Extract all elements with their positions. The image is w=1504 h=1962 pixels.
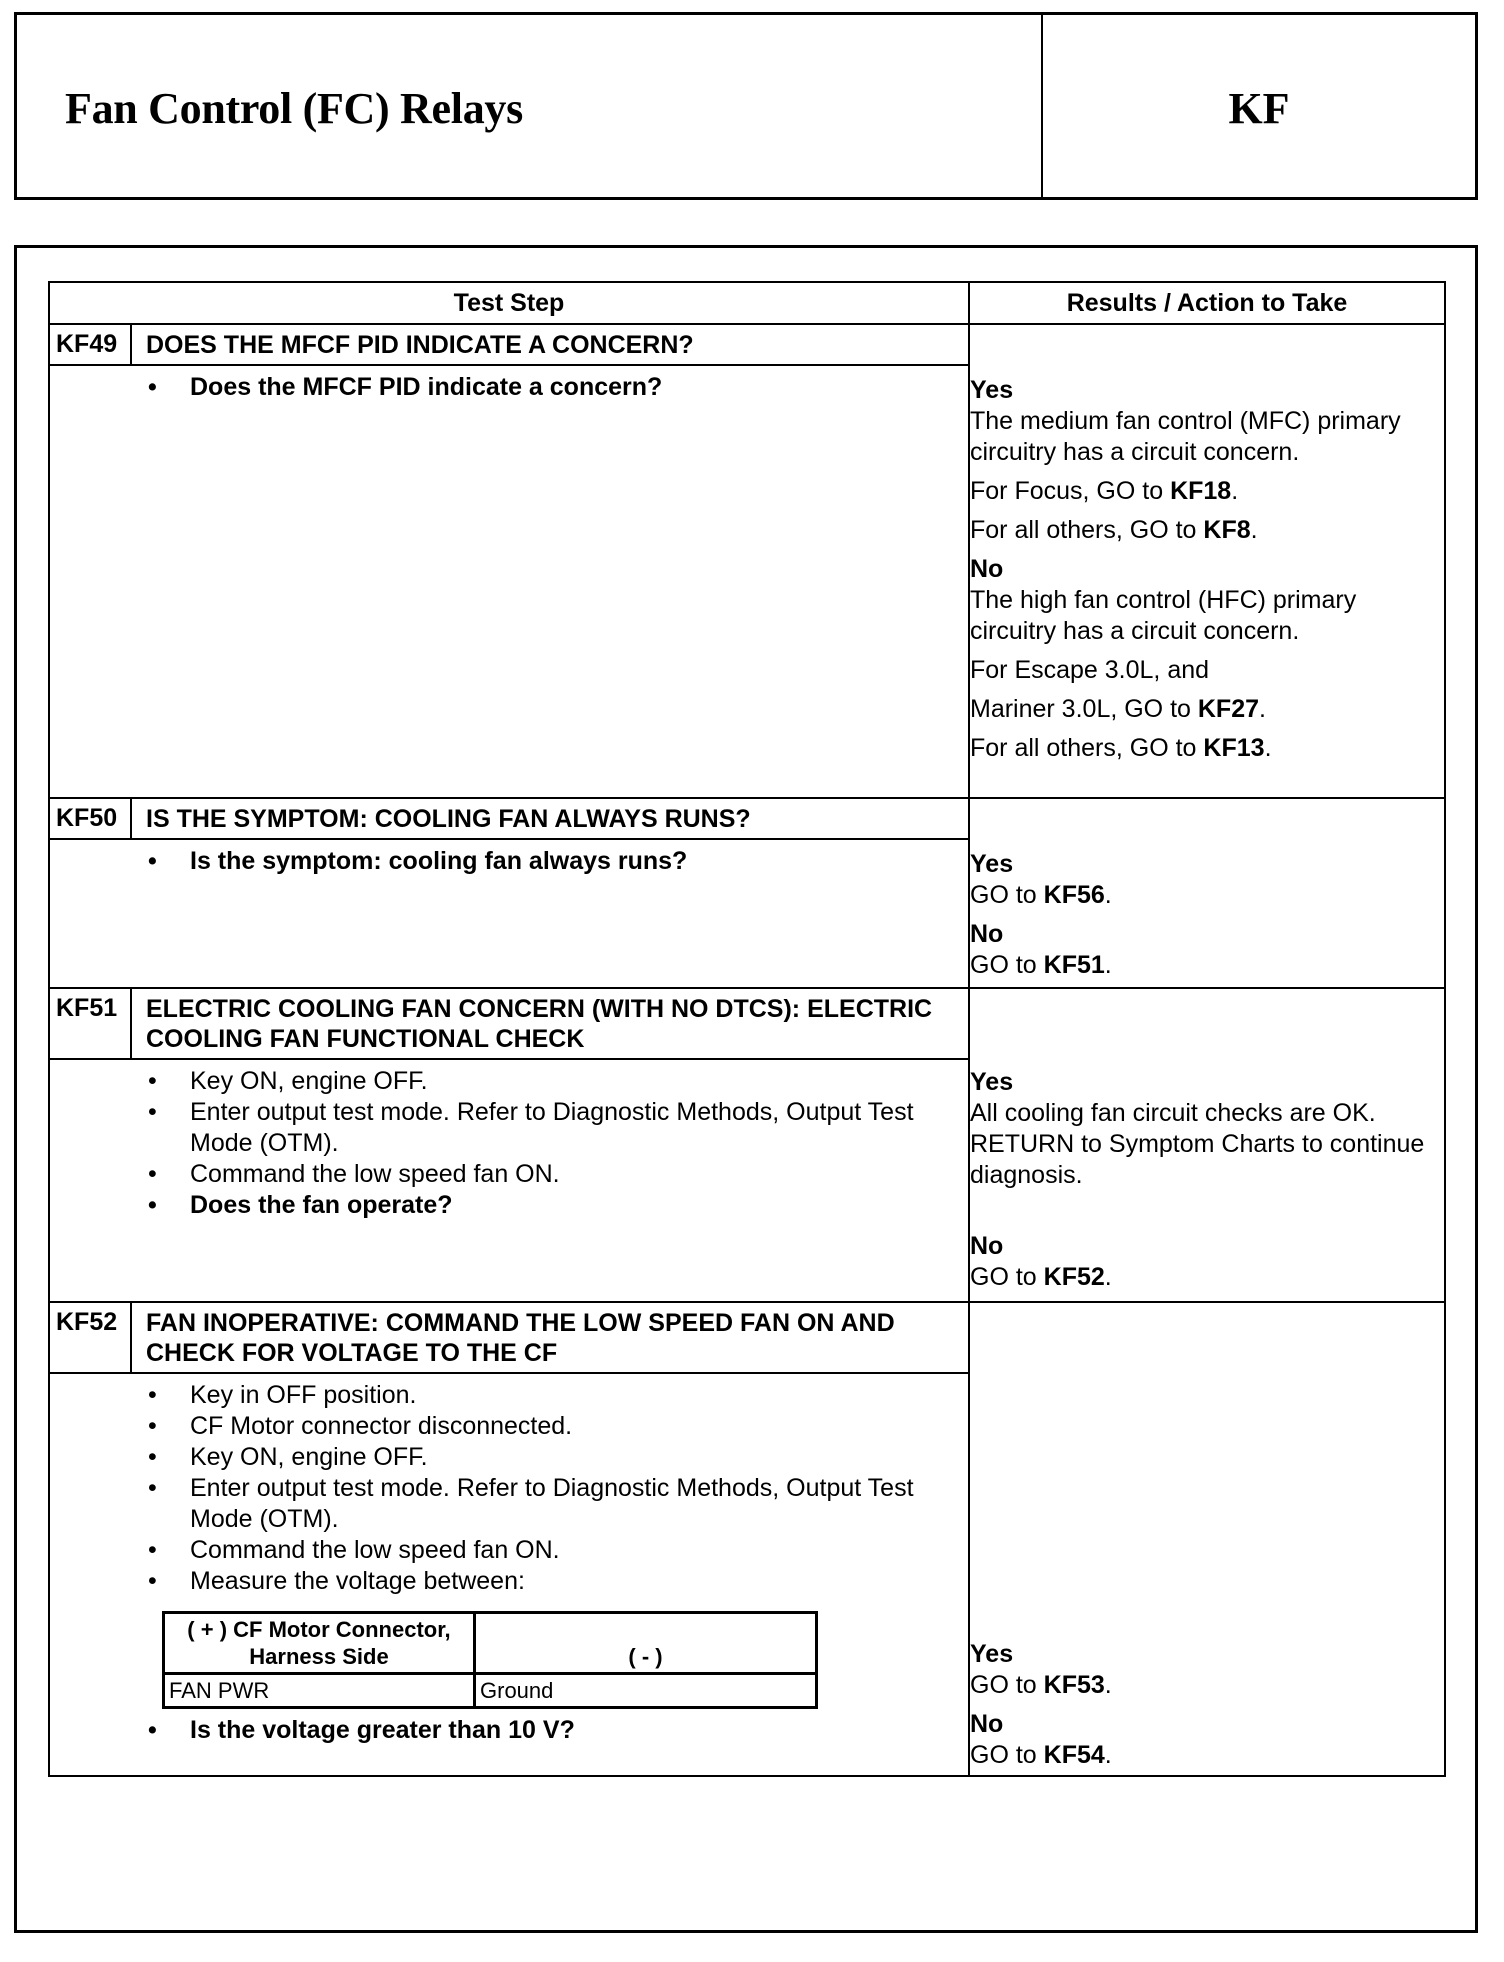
measurement-positive-value: FAN PWR [164, 1674, 475, 1708]
step-bullet: • Does the fan operate? [50, 1190, 958, 1221]
header-code-cell [1043, 15, 1475, 197]
step-bullet: • Command the low speed fan ON. [50, 1159, 958, 1190]
step-cell-kf51 [49, 988, 969, 1302]
yes-text: All cooling fan circuit checks are OK. RETURN to Symptom Charts to continue diagnosis. [970, 1099, 1425, 1189]
measurement-row [164, 1674, 817, 1708]
goto-prefix: GO to [970, 1263, 1044, 1291]
step-title: ELECTRIC COOLING FAN CONCERN (WITH NO DTCS): ELECTRIC COOLING FAN FUNCTIONAL CHECK [146, 995, 933, 1053]
table-header-row [49, 282, 1445, 324]
goto-prefix: For Focus, GO to [970, 477, 1171, 505]
step-code: KF50 [50, 799, 132, 838]
step-bullet: • Enter output test mode. Refer to Diagnostic Methods, Output Test Mode (OTM). [50, 1473, 958, 1535]
no-goto-line: For all others, GO to KF13. [970, 734, 1272, 762]
yes-label: Yes [970, 376, 1014, 404]
goto-link[interactable]: KF53 [1043, 1671, 1105, 1699]
step-bullet: • Measure the voltage between: [50, 1566, 958, 1597]
step-title: FAN INOPERATIVE: COMMAND THE LOW SPEED FAN ON AND CHECK FOR VOLTAGE TO THE CF [146, 1309, 895, 1367]
step-code: KF51 [50, 989, 132, 1058]
goto-link[interactable]: KF8 [1203, 516, 1251, 544]
goto-link[interactable]: KF51 [1043, 951, 1105, 979]
goto-prefix: GO to [970, 951, 1044, 979]
no-text: The high fan control (HFC) primary circuitry has a circuit concern. [970, 586, 1357, 645]
step-body [50, 364, 968, 409]
result-cell-kf52 [969, 1302, 1445, 1776]
step-bullet: • CF Motor connector disconnected. [50, 1411, 958, 1442]
measurement-header-row [164, 1613, 817, 1674]
step-title-row [50, 1303, 968, 1372]
no-label: No [970, 555, 1004, 583]
measurement-negative-value: Ground [475, 1674, 817, 1708]
step-bullet: • Is the symptom: cooling fan always runs? [50, 846, 958, 877]
step-cell-kf52 [49, 1302, 969, 1776]
yes-goto-line: GO to KF56. [970, 881, 1112, 909]
result-cell-kf50 [969, 798, 1445, 988]
table-row [49, 324, 1445, 798]
result-cell-kf51 [969, 988, 1445, 1302]
goto-prefix: GO to [970, 1741, 1044, 1769]
goto-prefix: GO to [970, 881, 1044, 909]
step-cell-kf49 [49, 324, 969, 798]
no-label: No [970, 1232, 1004, 1260]
yes-goto-line: For all others, GO to KF8. [970, 516, 1258, 544]
step-title: DOES THE MFCF PID INDICATE A CONCERN? [146, 331, 694, 359]
goto-link[interactable]: KF52 [1043, 1263, 1105, 1291]
measurement-header-negative: ( - ) [475, 1613, 817, 1674]
step-body [50, 1372, 968, 1752]
no-label: No [970, 920, 1004, 948]
step-title-row [50, 989, 968, 1058]
step-title: IS THE SYMPTOM: COOLING FAN ALWAYS RUNS? [146, 805, 751, 833]
yes-text: The medium fan control (MFC) primary circuitry has a circuit concern. [970, 407, 1401, 466]
column-header-results: Results / Action to Take [969, 282, 1445, 324]
goto-link[interactable]: KF27 [1197, 695, 1260, 723]
step-bullet: • Key ON, engine OFF. [50, 1442, 958, 1473]
table-row [49, 988, 1445, 1302]
step-bullet: • Key in OFF position. [50, 1380, 958, 1411]
goto-link[interactable]: KF56 [1043, 881, 1105, 909]
section-code: KF [1228, 83, 1290, 133]
step-bullet: • Is the voltage greater than 10 V? [50, 1715, 958, 1746]
goto-link[interactable]: KF13 [1203, 734, 1265, 762]
step-bullet: • Does the MFCF PID indicate a concern? [50, 372, 958, 403]
result-cell-kf49 [969, 324, 1445, 798]
no-goto-line: GO to KF52. [970, 1263, 1112, 1291]
goto-prefix: Mariner 3.0L, GO to [970, 695, 1198, 723]
goto-link[interactable]: KF18 [1170, 477, 1232, 505]
diagnostic-table [48, 281, 1446, 1777]
page-title: Fan Control (FC) Relays [65, 83, 523, 133]
no-goto-line: GO to KF51. [970, 951, 1112, 979]
measurement-header-positive: ( + ) CF Motor Connector, Harness Side [164, 1613, 475, 1674]
yes-goto-line: GO to KF53. [970, 1671, 1112, 1699]
step-bullet: • Key ON, engine OFF. [50, 1066, 958, 1097]
column-header-test-step: Test Step [49, 282, 969, 324]
goto-prefix: For all others, GO to [970, 516, 1204, 544]
table-row [49, 798, 1445, 988]
step-code: KF52 [50, 1303, 132, 1372]
goto-prefix: For all others, GO to [970, 734, 1204, 762]
goto-link[interactable]: KF54 [1043, 1741, 1105, 1769]
header-title-cell [17, 15, 1043, 197]
step-body [50, 1058, 968, 1227]
yes-goto-line: For Focus, GO to KF18. [970, 477, 1239, 505]
step-bullet: • Command the low speed fan ON. [50, 1535, 958, 1566]
step-title-row [50, 799, 968, 838]
no-line: For Escape 3.0L, and [970, 656, 1210, 684]
step-bullet: • Enter output test mode. Refer to Diagnostic Methods, Output Test Mode (OTM). [50, 1097, 958, 1159]
step-body [50, 838, 968, 883]
no-goto-line: GO to KF54. [970, 1741, 1112, 1769]
yes-label: Yes [970, 850, 1014, 878]
step-title-row [50, 325, 968, 364]
no-label: No [970, 1710, 1004, 1738]
table-row [49, 1302, 1445, 1776]
step-code: KF49 [50, 325, 132, 364]
no-goto-line: Mariner 3.0L, GO to KF27. [970, 695, 1266, 723]
page-header [14, 12, 1478, 200]
goto-prefix: GO to [970, 1671, 1044, 1699]
yes-label: Yes [970, 1640, 1014, 1668]
measurement-table [162, 1611, 818, 1709]
yes-label: Yes [970, 1068, 1014, 1096]
step-cell-kf50 [49, 798, 969, 988]
